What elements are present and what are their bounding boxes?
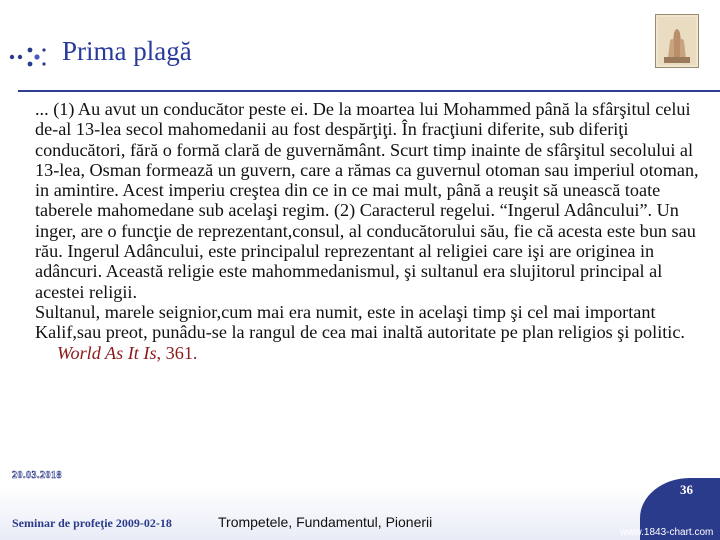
footer-seminar: Seminar de profeţie 2009-02-18 <box>12 516 172 530</box>
slide-header <box>0 0 720 90</box>
reference-page: , 361. <box>156 342 198 363</box>
footer-website: www.1843-chart.com <box>620 527 714 538</box>
page-number: 36 <box>680 482 693 497</box>
source-reference <box>35 343 700 363</box>
reference-title: World As It Is <box>57 342 157 363</box>
bullet-dots-icon <box>8 42 52 72</box>
footer-band <box>0 486 720 540</box>
slide-body <box>35 99 700 363</box>
slide-footer <box>0 470 720 540</box>
praying-hands-icon <box>656 15 698 67</box>
body-paragraph-1: ... (1) Au avut un conducător peste ei. De la moartea lui Mohammed până la sfârşitul celui de-al 13-lea secol mahomedanii au fost despărţiţi. În fracţiuni diferite, sub diferiţi conducători, fără o formă clară de guvernământ. Scurt timp inainte de sfârşitul secolului al 13-lea, Osman formează un guvern, care a rămas ca guvernul otoman sau imperiul otoman, in amintire. Acest imperiu creştea din ce in ce mai mult, până a reuşit să unească toate taberele mahomedane sub acelaşi regim. (2) Caracterul regelui. “Ingerul Adâncului”. Un inger, are o funcţie de reprezentant,consul, al conducătorului său, fie că acesta este bun sau rău. Ingerul Adâncului, este principalul reprezentant al religiei care işi are originea in adâncuri. Această religie este mahommedanismul, şi sultanul era slujitorul principal al acestei religii. <box>35 99 699 302</box>
footer-date: 20.03.2018 <box>12 470 62 481</box>
footer-subtitle: Trompetele, Fundamentul, Pionerii <box>218 514 433 530</box>
body-paragraph-2: Sultanul, marele seignior,cum mai era numit, este in acelaşi timp şi cel mai important Kalif,sau preot, punâdu-se la rangul de cea mai inaltă autoritate pe plan religios şi politic. <box>35 301 685 343</box>
slide-title: Prima plagă <box>62 36 192 66</box>
title-divider <box>18 90 720 92</box>
praying-hands-picture <box>655 14 699 68</box>
